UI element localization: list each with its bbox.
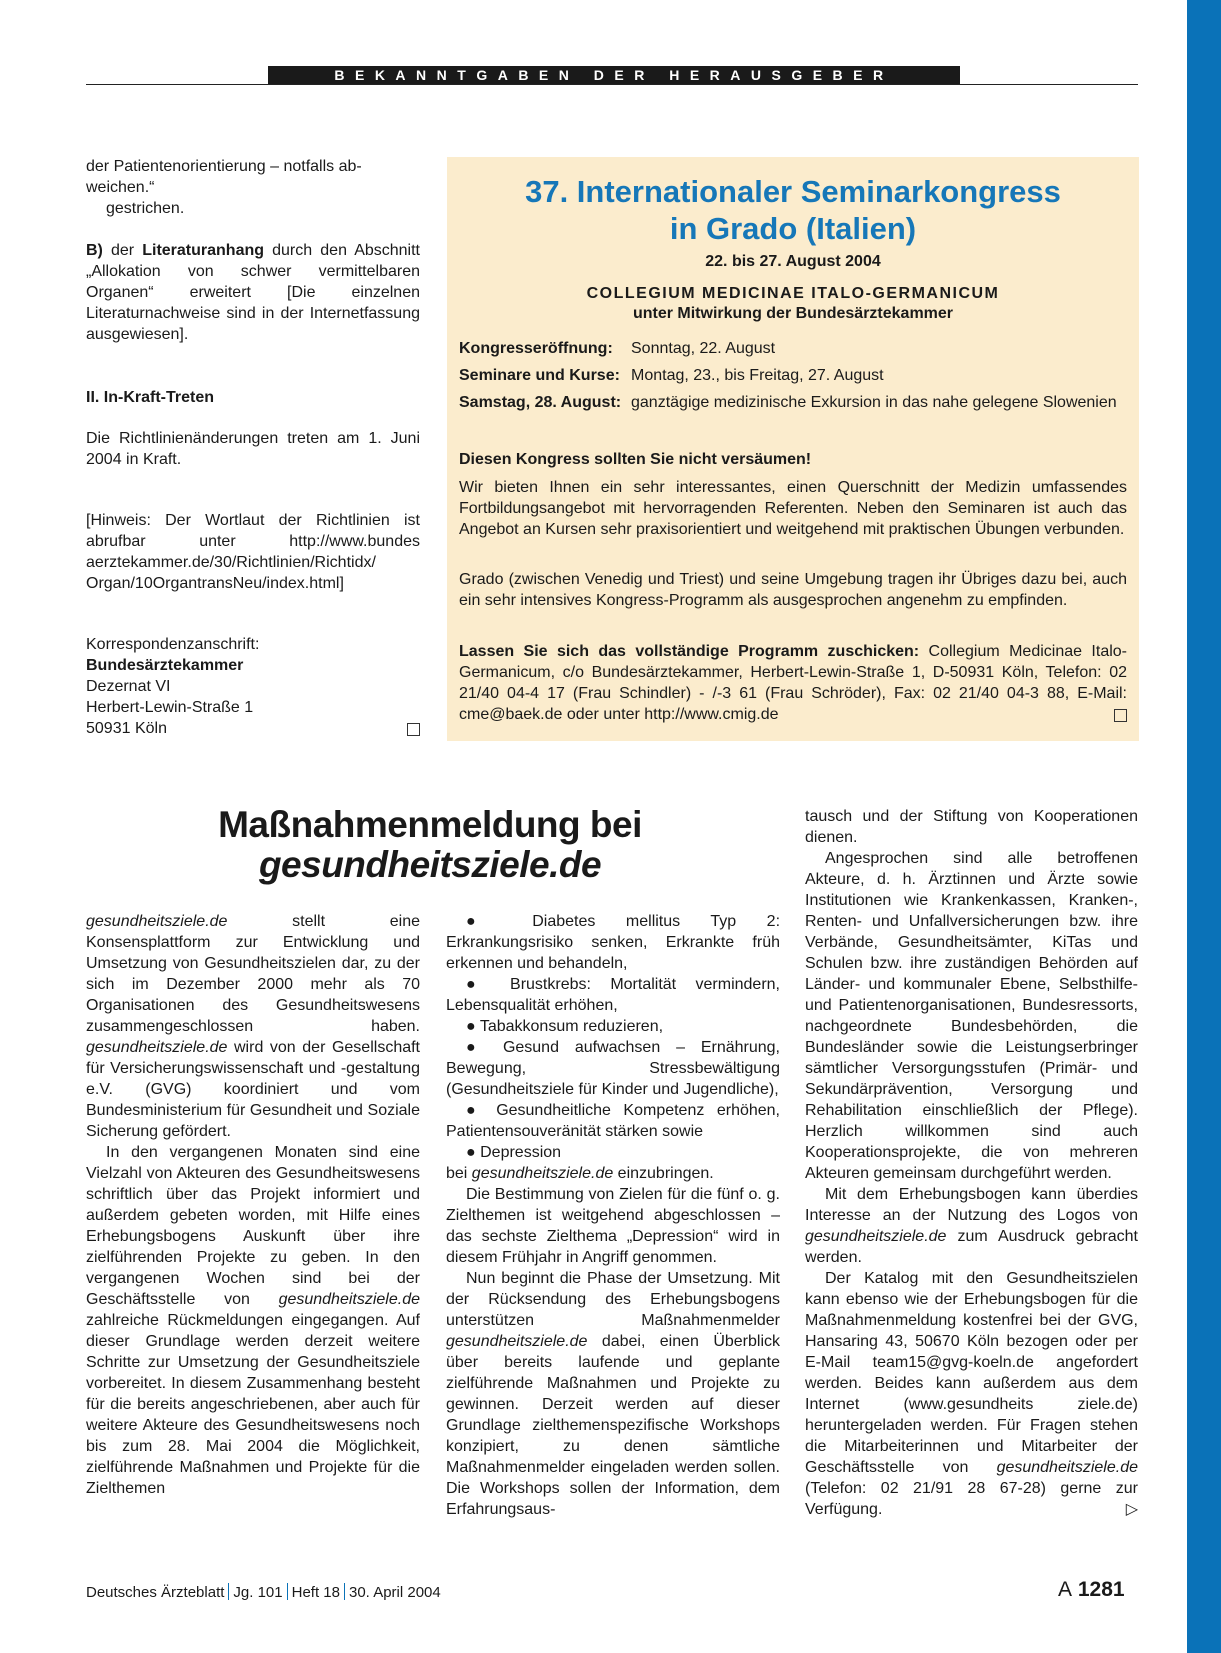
box-title: 37. Internationaler Seminarkongress in Grado (Italien) <box>525 174 1061 246</box>
footer-citation <box>86 1583 441 1601</box>
article-para: tausch und der Stiftung von Kooperationen dienen. <box>805 808 1138 846</box>
hint-note: [Hinweis: Der Wortlaut der Richtlinien ist abrufbar unter http://www.bundes aerztekammer.de/30/Richtlinien/Richtidx/ Organ/10OrgantransNeu/index.html] <box>86 512 420 592</box>
footer-separator <box>344 1583 345 1600</box>
article-para: Angesprochen sind alle betroffenen Akteure, d. h. Ärztinnen und Ärzte sowie Institutionen wie Krankenkassen, Kranken-, Renten- und Unfallversicherungen bzw. ihre Verbände, Gesundheitsämter, KiTas und Schulen bzw. ihre zuständigen Behörden auf Länder- und kommunaler Ebene, Selbsthilfe- und Patientenorganisationen, Bundesressorts, nachgeordnete Bundesbehörden, die Bundesländer sowie die Leistungserbringer sämtlicher Versorgungsstufen (Primär- und Sekundärprävention, Versorgung und Rehabilitation einschließlich der Pflege). Herzlich willkommen sind auch Kooperationsprojekte, die von mehreren Akteuren gemeinsam durchgeführt werden. <box>805 850 1138 1182</box>
box-para2: Grado (zwischen Venedig und Triest) und seine Umgebung tragen ihr Übriges dazu bei, auch ein sehr intensives Kongress-Programm als ausgesprochen angenehm zu empfinden. <box>459 571 1127 609</box>
bullet-item: ● Tabakkonsum reduzieren, <box>466 1018 664 1035</box>
schedule-row-excursion: Samstag, 28. August: ganztägige medizinische Exkursion in das nahe gelegene Slowenien <box>459 394 1117 411</box>
end-square-icon <box>407 723 420 736</box>
journal-name: Deutsches Ärzteblatt <box>86 1584 225 1601</box>
article-para: bei gesundheitsziele.de einzubringen. <box>446 1165 714 1182</box>
schedule-row-seminars: Seminare und Kurse: Montag, 23., bis Freitag, 27. August <box>459 367 884 384</box>
box-callout: Diesen Kongress sollten Sie nicht versäumen! <box>459 451 812 468</box>
box-organizer-sub: unter Mitwirkung der Bundesärztekammer <box>632 305 954 322</box>
box-para3: Lassen Sie sich das vollständige Programm zuschicken: Collegium Medicinae Italo-Germanicum, c/o Bundesärztekammer, Herbert-Lewin-Straße 1, D-50931 Köln, Telefon: 02 21/40 04-4 17 (Frau Schindler) - /-3 61 (Frau Schröder), Fax: 02 21/40 04-3 88, E-Mail: cme@baek.de oder unter http://www.cmig.de <box>459 643 1127 723</box>
bullet-item: ● Gesundheitliche Kompetenz erhöhen, Patientensouveränität stärken sowie <box>446 1102 780 1140</box>
page-number: A 1281 <box>1058 1578 1125 1601</box>
article-title: Maßnahmenmeldung bei gesundheitsziele.de <box>218 804 642 885</box>
para3: Die Richtlinienänderungen treten am 1. Juni 2004 in Kraft. <box>86 430 420 468</box>
left-column <box>86 156 420 739</box>
article-para: Der Katalog mit den Gesundheitszielen kann ebenso wie der Erhebungsbogen für die Maßnahmenmeldung kostenfrei bei der GVG, Hansaring 43, 50670 Köln bezogen oder per E-Mail team15@gvg-koeln.de angefordert werden. Beides kann außerdem aus dem Internet (www.gesundheits ziele.de) heruntergeladen werden. Für Fragen stehen die Mitarbeiterinnen und Mitarbeiter der Geschäftsstelle von gesundheitsziele.de (Telefon: 02 21/91 28 67-28) gerne zur Verfügung. ▷ <box>805 1270 1138 1518</box>
issue: Heft 18 <box>291 1584 340 1601</box>
section-heading: II. In-Kraft-Treten <box>86 389 215 406</box>
bullet-item: ● Brustkrebs: Mortalität vermindern, Lebensqualität erhöhen, <box>446 976 780 1014</box>
header-rule <box>86 84 1138 85</box>
bullet-item: ● Diabetes mellitus Typ 2: Erkrankungsrisiko senken, Erkrankte früh erkennen und behandeln, <box>446 913 781 972</box>
end-square-icon <box>1114 709 1127 722</box>
bullet-item: ● Gesund aufwachsen – Ernährung, Bewegung, Stressbewältigung (Gesundheitsziele für Kinder und Jugendliche), <box>446 1039 781 1098</box>
article-column-1 <box>86 911 420 1499</box>
continue-arrow-icon: ▷ <box>1125 1501 1138 1518</box>
box-para1: Wir bieten Ihnen ein sehr interessantes, einen Querschnitt der Medizin umfassendes Fortbildungsangebot mit hervorragenden Referenten. Neben den Seminaren ist auch das Angebot an Kursen sehr praxisorientiert und weitgehend mit praktischen Übungen verbunden. <box>459 479 1127 538</box>
article-para: In den vergangenen Monaten sind eine Vielzahl von Akteuren des Gesundheitswesens schriftlich über das Projekt informiert und außerdem gebeten worden, mit Hilfe eines Erhebungsbogens Auskunft über ihre zielführenden Projekte zu geben. In den vergangenen Wochen sind bei der Geschäftsstelle von gesundheitsziele.de zahlreiche Rückmeldungen eingegangen. Auf dieser Grundlage werden derzeit weitere Schritte zur Umsetzung der Gesundheitsziele vorbereitet. In diesem Zusammenhang besteht für die bereits angeschriebenen, aber auch für weitere Akteure des Gesundheitswesens noch bis zum 28. Mai 2004 die Möglichkeit, zielführende Maßnahmen und Projekte für die Zielthemen <box>86 1144 420 1497</box>
schedule-row-opening: Kongresseröffnung: Sonntag, 22. August <box>459 340 776 357</box>
article-para: gesundheitsziele.de stellt eine Konsensplattform zur Entwicklung und Umsetzung von Gesundheitszielen dar, zu der sich im Dezember 2000 mehr als 70 Organisationen des Gesundheitswesens zusammengeschlossen haben. gesundheitsziele.de wird von der Gesellschaft für Versicherungswissenschaft und -gestaltung e.V. (GVG) koordiniert und vom Bundesministerium für Gesundheit und Soziale Sicherung gefördert. <box>86 913 420 1140</box>
article-para: Nun beginnt die Phase der Umsetzung. Mit der Rücksendung des Erhebungsbogens unterstützen Maßnahmenmelder gesundheitsziele.de dabei, einen Überblick über bereits laufende und geplante zielführende Maßnahmen und Projekte zu gewinnen. Derzeit werden auf dieser Grundlage zielthemenspezifische Workshops konzipiert, zu denen sämtliche Maßnahmenmelder eingeladen werden sollen. Die Workshops sollen der Information, dem Erfahrungsaus- <box>446 1270 780 1518</box>
article-para: Die Bestimmung von Zielen für die fünf o. g. Zielthemen ist weitgehend abgeschlossen – das sechste Zielthema „Depression“ wird in diesem Frühjahr in Angriff genommen. <box>446 1186 780 1266</box>
sidebar-color-bar <box>1187 0 1221 1653</box>
article-column-3 <box>805 806 1138 1520</box>
article-para: Mit dem Erhebungsbogen kann überdies Interesse an der Nutzung des Logos von gesundheitsziele.de zum Ausdruck gebracht werden. <box>805 1186 1138 1266</box>
volume: Jg. 101 <box>233 1584 283 1601</box>
footer-separator <box>228 1583 229 1600</box>
schedule <box>459 338 1127 413</box>
box-organizer: COLLEGIUM MEDICINAE ITALO-GERMANICUM <box>586 285 1000 302</box>
para2: B) der Literaturanhang durch den Abschnitt „Allokation von schwer vermittelbaren Organen“ erweitert [Die einzelnen Literaturnachweise sind in der Internetfassung ausgewiesen]. <box>86 242 421 343</box>
box-dates: 22. bis 27. August 2004 <box>705 253 881 270</box>
footer-separator <box>287 1583 288 1600</box>
article-column-2 <box>446 911 780 1520</box>
bullet-item: ● Depression <box>466 1144 562 1161</box>
issue-date: 30. April 2004 <box>349 1584 441 1601</box>
para1: der Patientenorientierung – notfalls ab- weichen.“ gestrichen. <box>86 158 362 217</box>
correspondence-address: Korrespondenzanschrift: Bundesärztekammer Dezernat VI Herbert-Lewin-Straße 1 50931 Köln <box>86 634 420 739</box>
seminar-announcement-box <box>447 157 1139 741</box>
section-header: BEKANNTGABEN DER HERAUSGEBER <box>268 66 960 84</box>
